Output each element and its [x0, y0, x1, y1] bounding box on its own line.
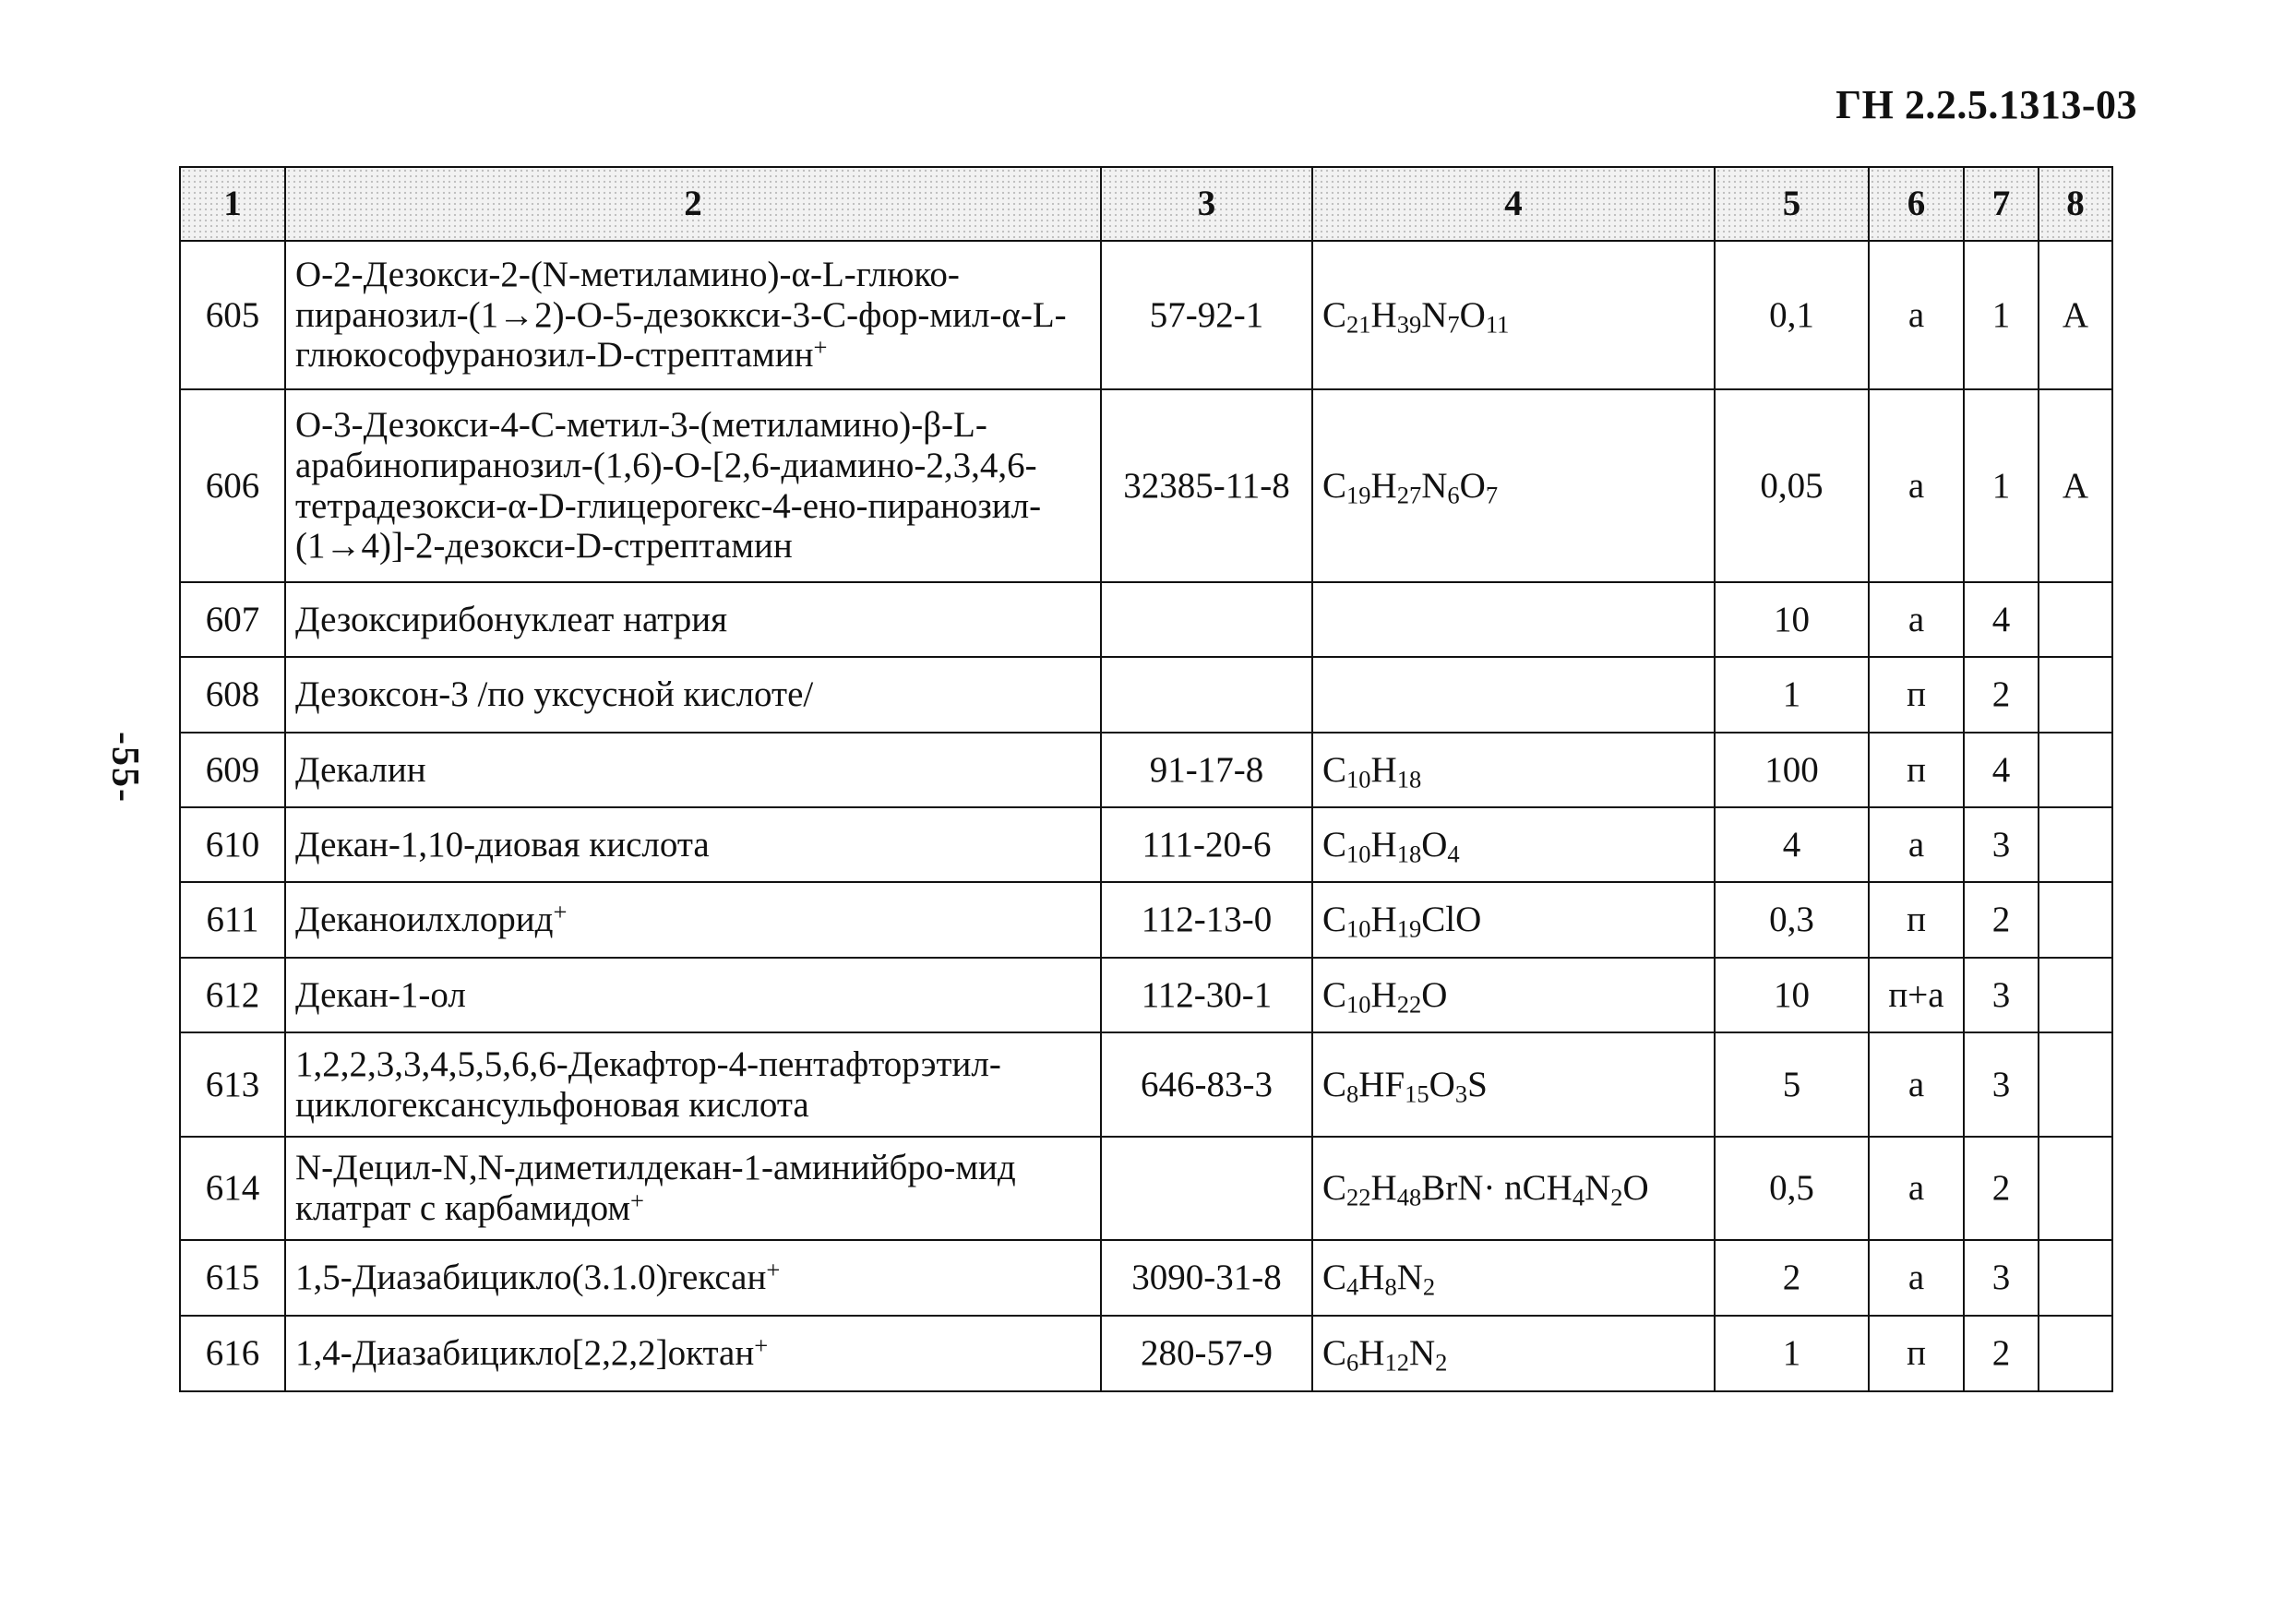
aggregate-state-cell: а: [1869, 1032, 1964, 1137]
formula-cell: $C_{19}H_{27}N_6O_7$: [1312, 389, 1715, 582]
page-number: -55-: [102, 732, 146, 804]
substance-number-cell: 614: [180, 1137, 285, 1240]
limit-value-cell: 100: [1715, 733, 1869, 807]
note-cell: А: [2039, 241, 2112, 389]
aggregate-state-cell: а: [1869, 807, 1964, 882]
table-row: [180, 733, 2112, 807]
cas-number-cell: 3090-31-8: [1101, 1240, 1312, 1316]
hazard-class-cell: 3: [1964, 958, 2039, 1032]
header-col-3: 3: [1101, 167, 1312, 241]
table-row: [180, 882, 2112, 958]
cas-number-cell: 112-13-0: [1101, 882, 1312, 958]
substance-number-cell: 609: [180, 733, 285, 807]
hazard-class-cell: 4: [1964, 733, 2039, 807]
aggregate-state-cell: а: [1869, 389, 1964, 582]
formula-cell: $C_4H_8N_2$: [1312, 1240, 1715, 1316]
aggregate-state-cell: а: [1869, 1240, 1964, 1316]
header-col-7: 7: [1964, 167, 2039, 241]
substances-table: [179, 166, 2113, 1392]
substance-name-cell: 1,5-Диазабицикло(3.1.0)гексан+: [285, 1240, 1101, 1316]
note-cell: [2039, 807, 2112, 882]
limit-value-cell: 5: [1715, 1032, 1869, 1137]
substance-number-cell: 615: [180, 1240, 285, 1316]
cas-number-cell: 91-17-8: [1101, 733, 1312, 807]
substance-name-cell: N-Децил-N,N-диметилдекан-1-аминийбро-мид клатрат с карбамидом+: [285, 1137, 1101, 1240]
table-header: [180, 167, 2112, 241]
hazard-class-cell: 3: [1964, 1240, 2039, 1316]
note-cell: [2039, 1032, 2112, 1137]
table-row: [180, 1316, 2112, 1391]
aggregate-state-cell: п+а: [1869, 958, 1964, 1032]
substance-name-cell: О-3-Дезокси-4-С-метил-3-(метиламино)-β-L-арабинопиранозил-(1,6)-О-[2,6-диамино-2,3,4,6-тетрадезокси-α-D-глицерогекс-4-ено-пиранозил-(1→4)]-2-дезокси-D-стрептамин: [285, 389, 1101, 582]
substance-name-cell: 1,2,2,3,3,4,5,5,6,6-Декафтор-4-пентафторэтил-циклогексансульфоновая кислота: [285, 1032, 1101, 1137]
cas-number-cell: [1101, 1137, 1312, 1240]
substance-number-cell: 608: [180, 657, 285, 733]
limit-value-cell: 0,5: [1715, 1137, 1869, 1240]
note-cell: [2039, 958, 2112, 1032]
substance-name-cell: Декан-1,10-диовая кислота: [285, 807, 1101, 882]
substance-name-cell: Декан-1-ол: [285, 958, 1101, 1032]
table-row: [180, 657, 2112, 733]
document-code: ГН 2.2.5.1313-03: [1836, 82, 2137, 127]
substance-number-cell: 616: [180, 1316, 285, 1391]
formula-cell: $C_{21}H_{39}N_7O_{11}$: [1312, 241, 1715, 389]
header-col-4: 4: [1312, 167, 1715, 241]
note-cell: [2039, 1316, 2112, 1391]
header-col-2: 2: [285, 167, 1101, 241]
substance-number-cell: 612: [180, 958, 285, 1032]
cas-number-cell: 57-92-1: [1101, 241, 1312, 389]
limit-value-cell: 2: [1715, 1240, 1869, 1316]
cas-number-cell: 280-57-9: [1101, 1316, 1312, 1391]
aggregate-state-cell: п: [1869, 657, 1964, 733]
limit-value-cell: 10: [1715, 958, 1869, 1032]
note-cell: [2039, 582, 2112, 657]
substance-name-cell: О-2-Дезокси-2-(N-метиламино)-α-L-глюко-пиранозил-(1→2)-О-5-дезоккси-3-С-фор-мил-α-L-глюкософуранозил-D-стрептамин+: [285, 241, 1101, 389]
table-body: [180, 241, 2112, 1391]
table-row: [180, 389, 2112, 582]
hazard-class-cell: 1: [1964, 389, 2039, 582]
substance-name-cell: Декалин: [285, 733, 1101, 807]
table-row: [180, 958, 2112, 1032]
substance-name-cell: Деканоилхлорид+: [285, 882, 1101, 958]
header-col-8: 8: [2039, 167, 2112, 241]
formula-cell: [1312, 582, 1715, 657]
note-cell: [2039, 882, 2112, 958]
substance-number-cell: 611: [180, 882, 285, 958]
limit-value-cell: 0,1: [1715, 241, 1869, 389]
table-row: [180, 582, 2112, 657]
cas-number-cell: 111-20-6: [1101, 807, 1312, 882]
hazard-class-cell: 3: [1964, 807, 2039, 882]
aggregate-state-cell: а: [1869, 241, 1964, 389]
limit-value-cell: 4: [1715, 807, 1869, 882]
note-cell: А: [2039, 389, 2112, 582]
hazard-class-cell: 2: [1964, 1316, 2039, 1391]
formula-cell: [1312, 657, 1715, 733]
aggregate-state-cell: п: [1869, 733, 1964, 807]
formula-cell: $C_{10}H_{19}ClO$: [1312, 882, 1715, 958]
formula-cell: $C_{22}H_{48}BrN\cdot nCH_4N_2O$: [1312, 1137, 1715, 1240]
hazard-class-cell: 2: [1964, 882, 2039, 958]
aggregate-state-cell: п: [1869, 1316, 1964, 1391]
substance-number-cell: 613: [180, 1032, 285, 1137]
limit-value-cell: 1: [1715, 1316, 1869, 1391]
table-row: [180, 1137, 2112, 1240]
limit-value-cell: 0,05: [1715, 389, 1869, 582]
note-cell: [2039, 657, 2112, 733]
substance-name-cell: Дезоксон-3 /по уксусной кислоте/: [285, 657, 1101, 733]
aggregate-state-cell: а: [1869, 1137, 1964, 1240]
table-row: [180, 807, 2112, 882]
substance-number-cell: 607: [180, 582, 285, 657]
hazard-class-cell: 2: [1964, 1137, 2039, 1240]
cas-number-cell: [1101, 582, 1312, 657]
limit-value-cell: 1: [1715, 657, 1869, 733]
table-row: [180, 241, 2112, 389]
cas-number-cell: 32385-11-8: [1101, 389, 1312, 582]
cas-number-cell: [1101, 657, 1312, 733]
aggregate-state-cell: п: [1869, 882, 1964, 958]
hazard-class-cell: 2: [1964, 657, 2039, 733]
header-col-1: 1: [180, 167, 285, 241]
hazard-class-cell: 3: [1964, 1032, 2039, 1137]
hazard-class-cell: 4: [1964, 582, 2039, 657]
note-cell: [2039, 1137, 2112, 1240]
substance-name-cell: 1,4-Диазабицикло[2,2,2]октан+: [285, 1316, 1101, 1391]
limit-value-cell: 10: [1715, 582, 1869, 657]
aggregate-state-cell: а: [1869, 582, 1964, 657]
note-cell: [2039, 733, 2112, 807]
cas-number-cell: 646-83-3: [1101, 1032, 1312, 1137]
formula-cell: $C_6H_{12}N_2$: [1312, 1316, 1715, 1391]
hazard-class-cell: 1: [1964, 241, 2039, 389]
header-col-5: 5: [1715, 167, 1869, 241]
cas-number-cell: 112-30-1: [1101, 958, 1312, 1032]
formula-cell: $C_{10}H_{18}$: [1312, 733, 1715, 807]
substance-number-cell: 606: [180, 389, 285, 582]
note-cell: [2039, 1240, 2112, 1316]
limit-value-cell: 0,3: [1715, 882, 1869, 958]
table-row: [180, 1032, 2112, 1137]
formula-cell: $C_{10}H_{22}O$: [1312, 958, 1715, 1032]
table-row: [180, 1240, 2112, 1316]
substance-number-cell: 605: [180, 241, 285, 389]
substance-name-cell: Дезоксирибонуклеат натрия: [285, 582, 1101, 657]
formula-cell: $C_8HF_{15}O_3S$: [1312, 1032, 1715, 1137]
header-col-6: 6: [1869, 167, 1964, 241]
header-row: [180, 167, 2112, 241]
formula-cell: $C_{10}H_{18}O_4$: [1312, 807, 1715, 882]
substance-number-cell: 610: [180, 807, 285, 882]
